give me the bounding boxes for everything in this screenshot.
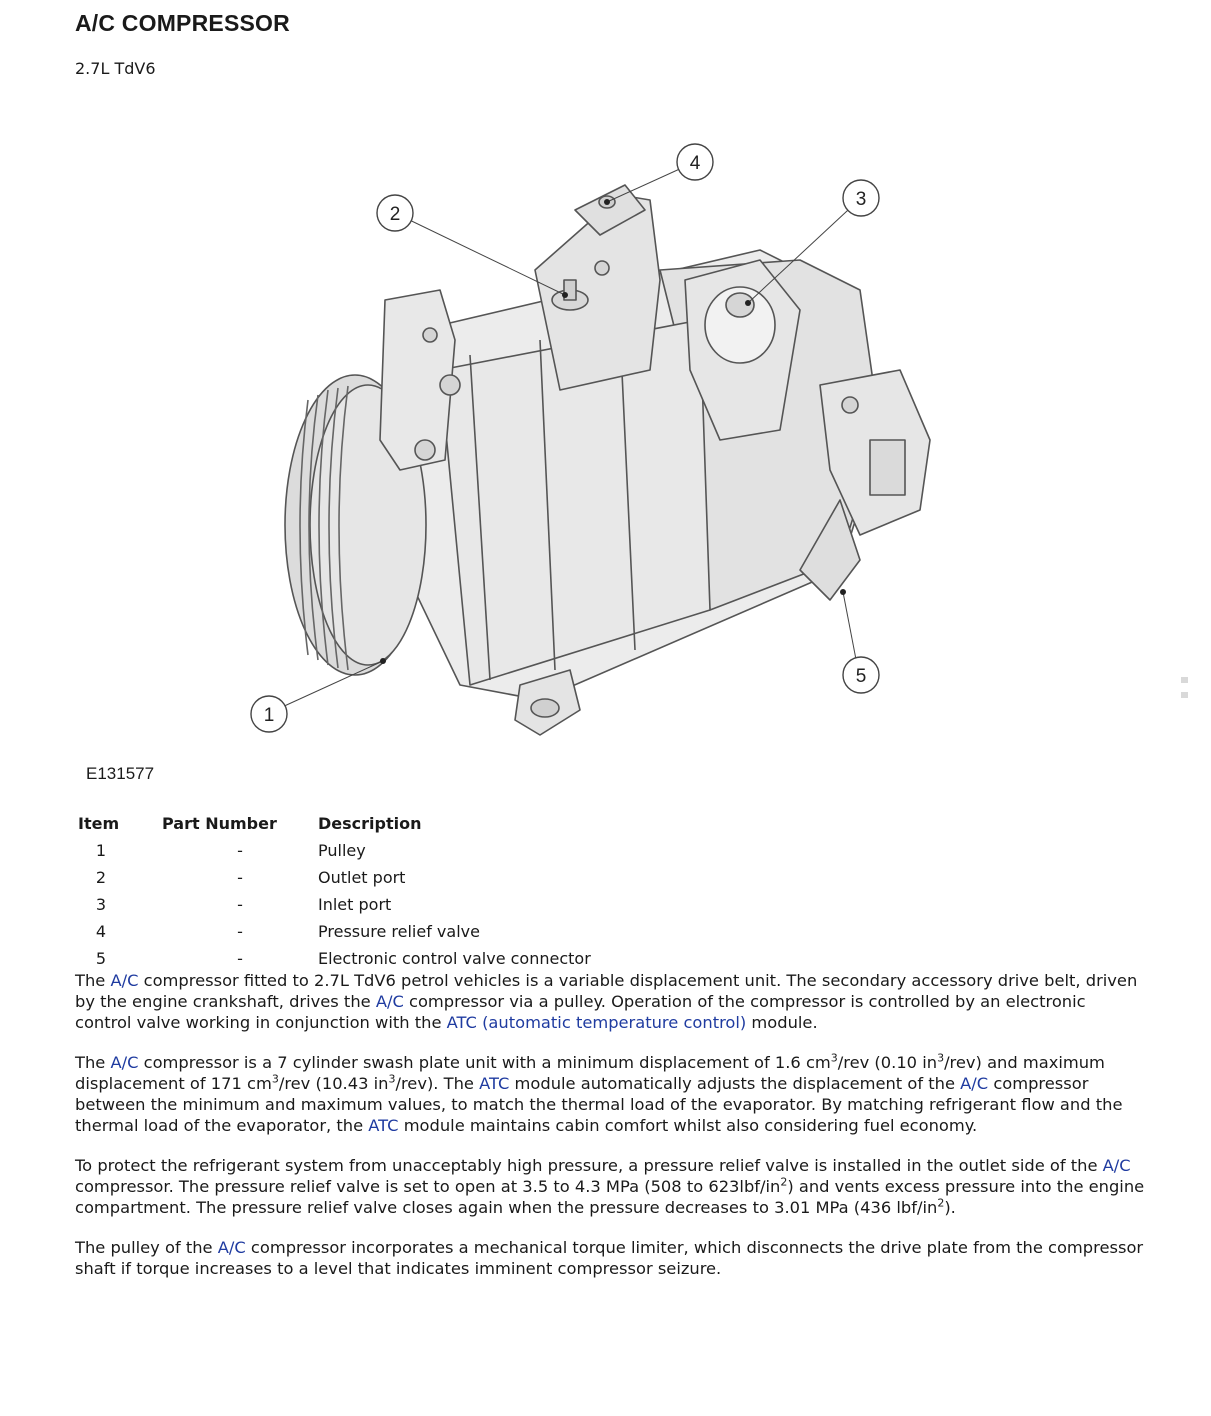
page-title: A/C COMPRESSOR [75,10,290,36]
text: /rev). The [395,1074,480,1093]
callout-5 [843,657,879,693]
ac-link[interactable]: A/C [375,992,404,1011]
paragraph-displacement [75,1052,1145,1136]
callout-3 [843,180,879,216]
ac-link[interactable]: A/C [110,1053,139,1072]
callout-2-label: 2 [389,204,401,225]
text: The pulley of the [75,1238,218,1257]
text: /rev) and maximum displacement of 171 cm [75,1053,1105,1093]
paragraph-pressure-relief [75,1155,1145,1218]
item-number: 3 [95,895,107,914]
text: compressor fitted to 2.7L TdV6 petrol vehicles is a variable displacement unit. The secondary accessory drive belt, driven by the engine crankshaft, drives the [75,971,1138,1011]
callout-5-label: 5 [855,666,867,687]
text: compressor incorporates a mechanical torque limiter, which disconnects the drive plate from the compressor shaft if torque increases to a level that indicates imminent compressor seizure. [75,1238,1144,1278]
text: The [75,971,111,990]
superscript: 2 [937,1196,945,1210]
table-row [75,864,591,891]
superscript: 3 [271,1072,279,1086]
header-part-number: Part Number [162,814,277,833]
edge-marker [1181,677,1188,683]
edge-marker [1181,692,1188,698]
text: ) and vents excess pressure into the engine compartment. The pressure relief valve closes again when the pressure decreases to 3.01 MPa (436 lbf/in [75,1177,1145,1217]
part-description: Pulley [318,841,366,860]
callout-4 [677,144,713,180]
part-number: - [237,895,243,914]
part-description: Outlet port [318,868,406,887]
callout-1-label: 1 [263,705,275,726]
item-number: 1 [95,841,107,860]
item-number: 2 [95,868,107,887]
part-description: Electronic control valve connector [318,949,591,968]
text: compressor. The pressure relief valve is set to open at 3.5 to 4.3 MPa (508 to 623lbf/in [75,1177,781,1196]
part-number: - [237,922,243,941]
atc-link[interactable]: ATC (automatic temperature control) [446,1013,747,1032]
callout-4-label: 4 [689,153,701,174]
part-number: - [237,949,243,968]
parts-table [75,810,591,972]
text: module. [746,1013,818,1032]
part-description: Pressure relief valve [318,922,480,941]
compressor-drawing [285,185,930,735]
text: /rev (10.43 in [278,1074,389,1093]
compressor-illustration [240,140,940,740]
figure-id: E131577 [86,764,155,783]
callout-3-label: 3 [855,189,867,210]
atc-link[interactable]: ATC [368,1116,399,1135]
ac-link[interactable]: A/C [1102,1156,1131,1175]
part-number: - [237,841,243,860]
header-description: Description [318,814,422,833]
table-row [75,945,591,972]
superscript: 2 [780,1175,788,1189]
text: compressor via a pulley. Operation of the compressor is controlled by an electronic control valve working in conjunction with the [75,992,1086,1032]
text: compressor is a 7 cylinder swash plate unit with a minimum displacement of 1.6 cm [138,1053,831,1072]
item-number: 5 [95,949,107,968]
parts-table-header [75,810,591,837]
superscript: 3 [388,1072,396,1086]
paragraph-overview [75,970,1145,1033]
table-row [75,837,591,864]
atc-link[interactable]: ATC [479,1074,510,1093]
description-body [75,970,1145,1298]
table-row [75,891,591,918]
part-number: - [237,868,243,887]
text: module maintains cabin comfort whilst also considering fuel economy. [398,1116,978,1135]
superscript: 3 [937,1051,945,1065]
table-row [75,918,591,945]
callout-2 [377,195,413,231]
text: The [75,1053,111,1072]
callout-1 [251,696,287,732]
ac-link[interactable]: A/C [217,1238,246,1257]
ac-link[interactable]: A/C [110,971,139,990]
text: ). [944,1198,956,1217]
page-subtitle: 2.7L TdV6 [75,59,156,78]
part-description: Inlet port [318,895,392,914]
superscript: 3 [830,1051,838,1065]
text: /rev (0.10 in [837,1053,938,1072]
paragraph-torque-limiter [75,1237,1145,1279]
item-number: 4 [95,922,107,941]
ac-link[interactable]: A/C [960,1074,989,1093]
text: To protect the refrigerant system from unacceptably high pressure, a pressure relief valve is installed in the outlet side of the [75,1156,1103,1175]
text: compressor between the minimum and maximum values, to match the thermal load of the evaporator. By matching refrigerant flow and the thermal load of the evaporator, the [75,1074,1123,1135]
header-item: Item [78,814,120,833]
text: module automatically adjusts the displacement of the [509,1074,961,1093]
